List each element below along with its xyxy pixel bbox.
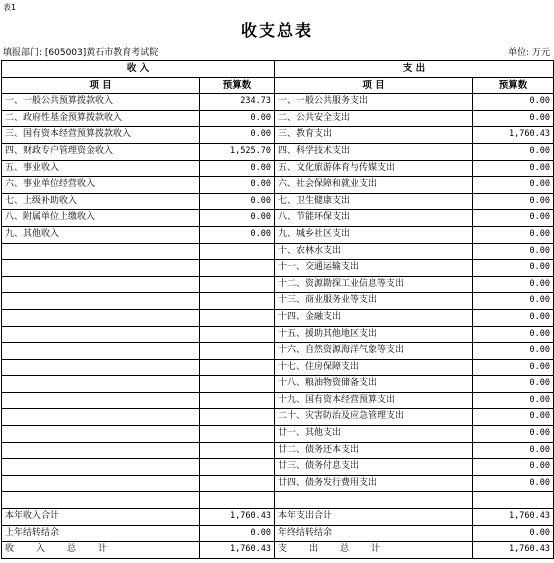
income-item-cell: 上年结转结余 [2, 525, 200, 542]
expense-item-cell: 十二、资源勘探工业信息等支出 [275, 276, 473, 293]
expense-item-header: 项 目 [275, 77, 473, 94]
column-header-row [2, 77, 554, 94]
income-budget-cell: 0.00 [200, 226, 275, 243]
income-total-label: 收入总计 [2, 542, 200, 559]
department-label: 填报部门: [605003]黄石市教育考试院 [3, 48, 159, 58]
grand-total-row [2, 542, 554, 559]
income-budget-cell [200, 293, 275, 310]
expense-item-cell: 十三、商业服务业等支出 [275, 293, 473, 310]
expense-item-cell: 廿三、债务付息支出 [275, 459, 473, 476]
expense-budget-cell: 0.00 [473, 293, 554, 310]
table-row [2, 127, 554, 144]
table-row [2, 143, 554, 160]
expense-budget-cell: 0.00 [473, 143, 554, 160]
table-row [2, 309, 554, 326]
income-budget-cell [200, 376, 275, 393]
income-budget-cell: 0.00 [200, 193, 275, 210]
expense-item-cell: 十一、交通运输支出 [275, 260, 473, 277]
expense-item-cell: 年终结转结余 [275, 525, 473, 542]
income-item-cell [2, 326, 200, 343]
income-budget-cell: 0.00 [200, 160, 275, 177]
income-budget-cell [200, 359, 275, 376]
income-budget-header: 预算数 [200, 77, 275, 94]
expense-budget-cell: 0.00 [473, 243, 554, 260]
table-row [2, 442, 554, 459]
expense-item-cell: 一、一般公共服务支出 [275, 94, 473, 111]
income-budget-cell [200, 260, 275, 277]
expense-item-cell: 二十、灾害防治及应急管理支出 [275, 409, 473, 426]
expense-item-cell: 十八、粮油物资储备支出 [275, 376, 473, 393]
income-item-cell: 五、事业收入 [2, 160, 200, 177]
expense-budget-cell: 0.00 [473, 309, 554, 326]
table-row [2, 343, 554, 360]
expense-budget-cell: 1,760.43 [473, 509, 554, 526]
income-item-cell [2, 392, 200, 409]
expense-item-cell: 八、节能环保支出 [275, 210, 473, 227]
income-budget-cell [200, 309, 275, 326]
table-row [2, 409, 554, 426]
income-budget-cell [200, 343, 275, 360]
section-header-row [2, 61, 554, 78]
expense-item-cell: 廿二、债务还本支出 [275, 442, 473, 459]
table-row [2, 110, 554, 127]
expense-budget-cell [473, 492, 554, 509]
income-item-cell [2, 475, 200, 492]
expense-budget-cell: 0.00 [473, 525, 554, 542]
expense-item-cell: 三、教育支出 [275, 127, 473, 144]
income-budget-cell: 0.00 [200, 127, 275, 144]
expense-item-cell: 十五、援助其他地区支出 [275, 326, 473, 343]
income-item-cell: 三、国有资本经营预算拨款收入 [2, 127, 200, 144]
income-item-cell [2, 243, 200, 260]
income-item-cell: 九、其他收入 [2, 226, 200, 243]
income-item-cell [2, 359, 200, 376]
table-row [2, 426, 554, 443]
income-budget-cell [200, 492, 275, 509]
income-item-cell: 二、政府性基金预算拨款收入 [2, 110, 200, 127]
income-budget-cell [200, 326, 275, 343]
income-budget-cell [200, 409, 275, 426]
income-item-cell: 八、附属单位上缴收入 [2, 210, 200, 227]
income-budget-cell: 0.00 [200, 525, 275, 542]
income-item-cell [2, 409, 200, 426]
income-item-cell: 本年收入合计 [2, 509, 200, 526]
expense-budget-cell: 0.00 [473, 94, 554, 111]
expense-budget-cell: 0.00 [473, 475, 554, 492]
income-budget-cell [200, 276, 275, 293]
income-budget-cell [200, 442, 275, 459]
income-item-cell: 七、上级补助收入 [2, 193, 200, 210]
income-item-cell [2, 293, 200, 310]
expense-budget-header: 预算数 [473, 77, 554, 94]
income-budget-cell: 1,525.70 [200, 143, 275, 160]
expense-budget-cell: 0.00 [473, 226, 554, 243]
table-row [2, 293, 554, 310]
expense-item-cell: 廿四、债务发行费用支出 [275, 475, 473, 492]
income-item-cell: 四、财政专户管理资金收入 [2, 143, 200, 160]
expense-budget-cell: 0.00 [473, 392, 554, 409]
report-meta [0, 45, 554, 59]
expense-item-cell: 六、社会保障和就业支出 [275, 177, 473, 194]
expense-budget-cell: 0.00 [473, 177, 554, 194]
expense-budget-cell: 0.00 [473, 442, 554, 459]
table-row [2, 392, 554, 409]
income-item-cell [2, 276, 200, 293]
income-budget-cell: 234.73 [200, 94, 275, 111]
table-number: 表1 [3, 3, 17, 12]
expense-item-cell: 十六、自然资源海洋气象等支出 [275, 343, 473, 360]
income-budget-cell [200, 426, 275, 443]
expense-item-cell: 九、城乡社区支出 [275, 226, 473, 243]
expense-budget-cell: 0.00 [473, 276, 554, 293]
income-budget-cell: 0.00 [200, 210, 275, 227]
expense-item-cell: 二、公共安全支出 [275, 110, 473, 127]
income-item-cell [2, 426, 200, 443]
expense-budget-cell: 0.00 [473, 193, 554, 210]
income-item-cell [2, 376, 200, 393]
income-item-cell [2, 459, 200, 476]
expense-budget-cell: 0.00 [473, 326, 554, 343]
income-item-header: 项 目 [2, 77, 200, 94]
expense-budget-cell: 0.00 [473, 376, 554, 393]
summary-table [1, 60, 554, 559]
income-budget-cell [200, 243, 275, 260]
income-item-cell [2, 309, 200, 326]
table-row [2, 326, 554, 343]
table-row [2, 492, 554, 509]
expense-budget-cell: 1,760.43 [473, 127, 554, 144]
expense-item-cell: 廿一、其他支出 [275, 426, 473, 443]
income-item-cell [2, 260, 200, 277]
expense-budget-cell: 0.00 [473, 343, 554, 360]
table-row [2, 475, 554, 492]
page-title: 收支总表 [240, 21, 313, 40]
income-item-cell [2, 492, 200, 509]
expense-item-cell: 十九、国有资本经营预算支出 [275, 392, 473, 409]
income-item-cell [2, 442, 200, 459]
expense-item-cell: 十四、金融支出 [275, 309, 473, 326]
expense-total-label: 支出总计 [275, 542, 473, 559]
table-row [2, 243, 554, 260]
expense-item-cell: 七、卫生健康支出 [275, 193, 473, 210]
expense-budget-cell: 0.00 [473, 260, 554, 277]
table-row [2, 160, 554, 177]
table-row [2, 94, 554, 111]
expense-header: 支 出 [275, 61, 554, 78]
table-row [2, 459, 554, 476]
income-item-cell [2, 343, 200, 360]
income-header: 收 入 [2, 61, 275, 78]
income-budget-cell: 1,760.43 [200, 509, 275, 526]
table-row [2, 177, 554, 194]
expense-budget-cell: 0.00 [473, 160, 554, 177]
income-budget-cell: 0.00 [200, 110, 275, 127]
expense-item-cell: 十、农林水支出 [275, 243, 473, 260]
income-item-cell: 一、一般公共预算拨款收入 [2, 94, 200, 111]
table-row [2, 276, 554, 293]
expense-budget-cell: 0.00 [473, 110, 554, 127]
expense-item-cell [275, 492, 473, 509]
table-row [2, 210, 554, 227]
expense-item-cell: 四、科学技术支出 [275, 143, 473, 160]
income-total-value: 1,760.43 [200, 542, 275, 559]
income-budget-cell [200, 392, 275, 409]
income-item-cell: 六、事业单位经营收入 [2, 177, 200, 194]
expense-budget-cell: 0.00 [473, 459, 554, 476]
expense-total-value: 1,760.43 [473, 542, 554, 559]
expense-budget-cell: 0.00 [473, 359, 554, 376]
income-budget-cell [200, 459, 275, 476]
expense-item-cell: 十七、住房保障支出 [275, 359, 473, 376]
table-row [2, 359, 554, 376]
expense-budget-cell: 0.00 [473, 409, 554, 426]
table-row [2, 509, 554, 526]
expense-item-cell: 五、文化旅游体育与传媒支出 [275, 160, 473, 177]
expense-item-cell: 本年支出合计 [275, 509, 473, 526]
expense-budget-cell: 0.00 [473, 210, 554, 227]
income-budget-cell [200, 475, 275, 492]
income-budget-cell: 0.00 [200, 177, 275, 194]
table-row [2, 193, 554, 210]
table-row [2, 525, 554, 542]
table-row [2, 260, 554, 277]
expense-budget-cell: 0.00 [473, 426, 554, 443]
unit-label: 单位: 万元 [508, 48, 550, 58]
table-row [2, 376, 554, 393]
table-row [2, 226, 554, 243]
